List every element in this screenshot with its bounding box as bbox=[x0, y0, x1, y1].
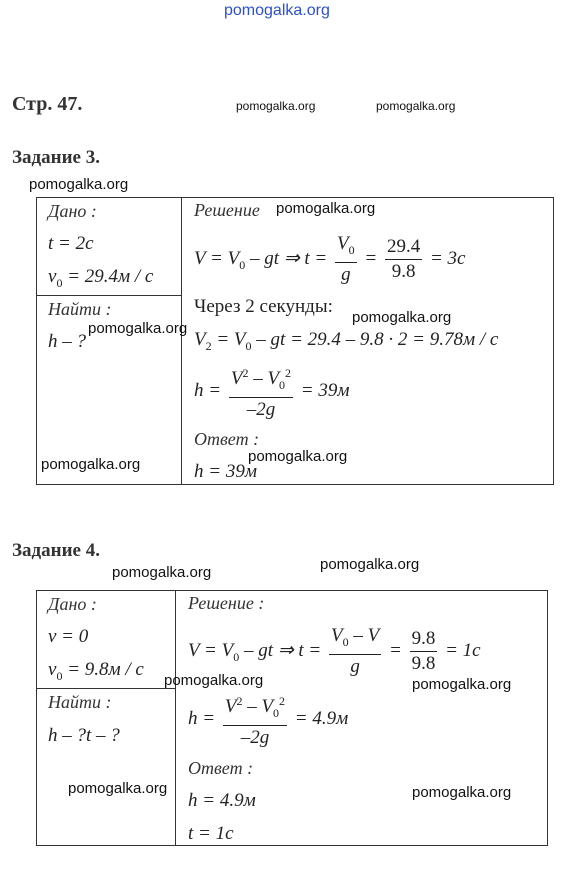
task3-eq2: $V_2 = V_0$ – gt = 29.4 – 9.8 · 2 = 9.78м / c bbox=[194, 329, 499, 353]
task3-eq1-fraction2: $\frac{29.4}{9.8}$ bbox=[386, 236, 421, 282]
task3-eq1: $V = V_0$ – gt ⇒ t = $\frac{V_0}{g}$ = $\frac{29.4}{9.8}$ = 3c bbox=[194, 233, 466, 285]
task3-solution-header: Решение bbox=[194, 200, 260, 220]
task4-eq1: $V = V_0$ – gt ⇒ t = $\frac{V_0 - V}{g}$ = $\frac{9.8}{9.8}$ = 1c bbox=[188, 625, 481, 677]
watermark: pomogalka.org bbox=[376, 99, 456, 113]
watermark: pomogalka.org bbox=[236, 99, 316, 113]
task3-answer-header: Ответ : bbox=[194, 429, 260, 449]
watermark: pomogalka.org bbox=[276, 200, 376, 217]
task4-find-line1: h – ?t – ? bbox=[48, 725, 120, 746]
task3-find-line1: h – ? bbox=[48, 331, 86, 352]
watermark: pomogalka.org bbox=[412, 784, 512, 801]
page-label: Стр. 47. bbox=[12, 93, 83, 115]
task4-eq2: h = $\frac{V^2 - V_0^2}{-2g}$ = 4.9м bbox=[188, 690, 348, 749]
task4-answer2: t = 1c bbox=[188, 823, 234, 844]
watermark: pomogalka.org bbox=[320, 556, 420, 573]
task3-find-header: Найти : bbox=[48, 299, 112, 319]
task3-solution-text: Через 2 секунды: bbox=[194, 296, 333, 317]
task4-answer-header: Ответ : bbox=[188, 758, 254, 778]
task3-answer: h = 39м bbox=[194, 461, 257, 482]
watermark: pomogalka.org bbox=[164, 672, 264, 689]
watermark: pomogalka.org bbox=[88, 320, 188, 337]
task4-answer1: h = 4.9м bbox=[188, 790, 256, 811]
task4-eq2-fraction: $\frac{V^2 - V_0^2}{-2g}$ bbox=[223, 690, 287, 749]
watermark: pomogalka.org bbox=[112, 564, 212, 581]
task3-eq3: h = $\frac{V^2 - V_0^2}{-2g}$ = 39м bbox=[194, 362, 350, 421]
watermark: pomogalka.org bbox=[29, 176, 129, 193]
watermark: pomogalka.org bbox=[41, 456, 141, 473]
task4-title: Задание 4. bbox=[12, 540, 100, 561]
watermark-top: pomogalka.org bbox=[224, 2, 330, 19]
task3-given-line1: t = 2c bbox=[48, 233, 94, 254]
task3-given-line2: $v_0 = 29.4м / c$ bbox=[48, 266, 154, 290]
task4-given-line2: $v_0 = 9.8м / c$ bbox=[48, 659, 144, 683]
task4-given-line1: v = 0 bbox=[48, 626, 89, 647]
watermark: pomogalka.org bbox=[352, 309, 452, 326]
watermark: pomogalka.org bbox=[248, 448, 348, 465]
task3-eq1-fraction1: $\frac{V_0}{g}$ bbox=[337, 233, 355, 285]
watermark: pomogalka.org bbox=[412, 676, 512, 693]
task4-solution-header: Решение : bbox=[188, 593, 265, 613]
watermark: pomogalka.org bbox=[68, 780, 168, 797]
task3-title: Задание 3. bbox=[12, 147, 100, 168]
task4-find-header: Найти : bbox=[48, 692, 112, 712]
task4-eq1-fraction1: $\frac{V_0 - V}{g}$ bbox=[331, 625, 380, 677]
task4-eq1-fraction2: $\frac{9.8}{9.8}$ bbox=[411, 628, 436, 674]
task3-given-header: Дано : bbox=[48, 201, 97, 221]
task3-eq3-fraction: $\frac{V^2 - V_0^2}{-2g}$ bbox=[229, 362, 293, 421]
task4-given-header: Дано : bbox=[48, 594, 97, 614]
